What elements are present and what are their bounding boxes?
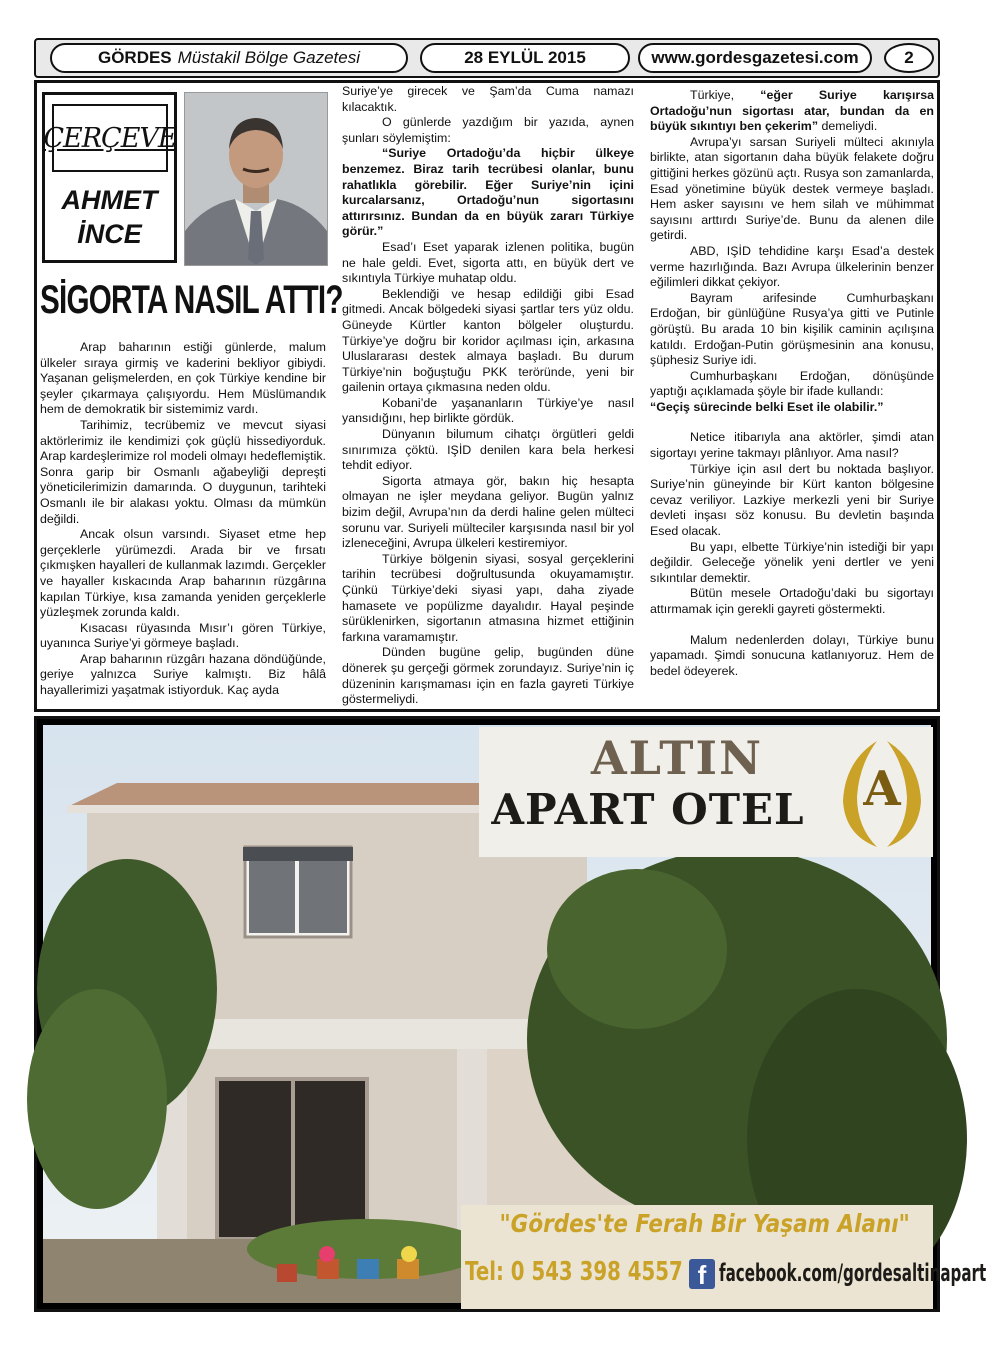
paragraph: Bu yapı, elbette Türkiye’nin istediği bir yapı değildir. Geleceğe yönelik yeni dertler ve yeni sıkıntılar demektir. xyxy=(650,539,934,585)
paragraph: Arap baharının estiği günlerde, malum ülkeler sıraya girmiş ve kaderini bekliyor gibiydi. Yaşanan gelişmelerden, en çok Türkiye kendine bir şeyler çıkarmaya çalışıyordu. Hem Müslümandık hem de demokratik bir sistemimiz vardı. xyxy=(40,340,326,417)
paragraph: Netice itibarıyla ana aktörler, şimdi atan sigortayı yerine takmayı plânlıyor. Ama nasıl? xyxy=(650,430,934,461)
paragraph: Arap baharının rüzgârı hazana döndüğünde, geriye yalnızca Suriye kalmıştı. Biz hâlâ hayallerimizi yaşatmak istiyorduk. Kaç ayda xyxy=(40,651,326,698)
quote-paragraph: “Suriye Ortadoğu’da hiçbir ülkeye benzemez. Biraz tarih tecrübesi olanlar, bunu rahatlıkla görebilir. Eğer Suriye’nin içini kurcalarsanız, Ortadoğu’nun sigortasını attırırsınız. Bundan da en büyük zararı Türkiye görür.” xyxy=(342,146,634,239)
paragraph: Malum nedenlerden dolayı, Türkiye bunu yapamadı. Şimdi sonucuna katlanıyoruz. Hem de bedel ödeyerek. xyxy=(650,632,934,678)
column-title-box xyxy=(43,104,177,172)
author-last-name: İNCE xyxy=(77,219,142,249)
author-name xyxy=(45,183,174,251)
article-column-1 xyxy=(40,340,326,699)
page-number-pill xyxy=(884,43,934,73)
quote-paragraph: “Geçiş sürecinde belki Eset ile olabilir.” xyxy=(650,399,884,414)
author-first-name: AHMET xyxy=(61,185,158,215)
paragraph: Türkiye bölgenin siyasi, sosyal gerçeklerini tarihin tecrübesi doğrultusunda okuyamamıştır. Çünkü Türkiye’deki siyasi yapı, daha ziyade hamasete ve popülizme dayalıdır. Hayal peşinde sürüklenirken, sigortanın atmasına hizmet ettiğinin farkına varamamıştır. xyxy=(342,551,634,644)
logo-letter: A xyxy=(863,761,901,817)
text-run: Türkiye, xyxy=(690,88,761,102)
paragraph: Esad’ı Eset yaparak izlenen politika, bugün ne hale geldi. Evet, sigorta attı, en büyük dert ve sıkıntıyla Türkiye muhatap oldu. xyxy=(342,239,634,286)
ad-phone[interactable]: Tel: 0 543 398 4557 xyxy=(465,1257,683,1287)
article-headline: SİGORTA NASIL ATTI? xyxy=(40,278,343,322)
masthead-pill xyxy=(50,43,408,73)
website-link[interactable]: www.gordesgazetesi.com xyxy=(651,48,859,67)
paragraph: Avrupa’yı sarsan Suriyeli mülteci akınıyla birlikte, atan sigortanın daha büyük felakete doğru gittiğini herkes gözünü açtı. Rusya son zamanlarda, Esad yönetimine büyük destek vermeye başladı. Hem asker sayısını ve hem silah ve mühimmat sayısını arttırdı Suriye’de. Bunu da alenen dile getirdi. xyxy=(650,134,934,243)
author-photo xyxy=(184,92,328,266)
paragraph: Türkiye için asıl dert bu noktada başlıyor. Suriye’nin güneyinde bir Kürt kanton bölgesine cevaz veriliyor. Lazkiye merkezli yeni bir Suriye devleti inşası söz konusu. Bu devletin başında Esed olacak. xyxy=(650,461,934,539)
paragraph: Bütün mesele Ortadoğu’daki bu sigortayı attırmamak için gerekli gayreti göstermekti. xyxy=(650,586,934,616)
text-run: demeliydi. xyxy=(818,119,878,134)
paragraph: Kısacası rüyasında Mısır’ı gören Türkiye, uyanınca Suriye’yi görmeye başladı. xyxy=(40,620,326,651)
author-portrait-icon xyxy=(185,93,327,265)
column-title: ÇERÇEVE xyxy=(43,122,177,154)
page-number: 2 xyxy=(904,48,914,67)
paragraph xyxy=(650,88,934,135)
paragraph: Dünyanın bilumum cihatçı örgütleri geldi sınırımıza çöktü. IŞİD denilen kara bela herkesi tehdit ediyor. xyxy=(342,427,634,473)
paragraph: Kobani’de yaşananların Türkiye’ye nasıl yansıdığını, hep birlikte gördük. xyxy=(342,395,634,426)
paragraph: Tarihimiz, tecrübemiz ve mevcut siyasi aktörlerimiz ile kendimizi çok güçlü hissediyorduk. Arap kardeşlerimize rol modeli olmayı hedeflemiştik. Sonra garip bir Osmanlı ağabeyliği depreşti yöneticilerimizin damarında. O duygunun, tarihteki Osmanlı ile bir alakası yoktu. Olması da mümkün değildi. xyxy=(40,417,326,526)
paper-subtitle: Müstakil Bölge Gazetesi xyxy=(177,48,361,67)
ad-title-line2: APART OTEL xyxy=(491,785,805,834)
hotel-logo-icon xyxy=(837,731,927,851)
paragraph: Cumhurbaşkanı Erdoğan, dönüşünde yaptığı açıklamada şöyle bir ifade kullandı: xyxy=(650,368,934,399)
column-box xyxy=(42,92,177,263)
bold-quote: “eğer Suriye karışırsa Ortadoğu’nun sigortası atar, bundan da en büyük sıkıntıyı ben çekerim” xyxy=(650,88,934,134)
paragraph: Sigorta atmaya gör, bakın hiç hesapta olmayan ne işler meydana geliyor. Bugün yalnız bizim değil, Avrupa’nın da derdi haline gelen mülteci sorunu var. Suriyeli mülteciler karşısında nasıl bir yol izleneceğini, Avrupa ülkeleri kestiremiyor. xyxy=(342,473,634,551)
paragraph: Bayram arifesinde Cumhurbaşkanı Erdoğan, bir günlüğüne Rusya’ya gitti ve Putinle görüştü. Bu arada 10 bin kişilik caminin açılışına katıldı. Erdoğan-Putin görüşmesinin ana konusu, şüphesiz Suriye idi. xyxy=(650,290,934,368)
paper-name: GÖRDES xyxy=(97,48,172,67)
website-pill[interactable] xyxy=(638,43,872,73)
ad-facebook[interactable]: facebook.com/gordesaltinapart xyxy=(719,1259,986,1287)
paragraph: Suriye’ye girecek ve Şam’da Cuma namazı kılacaktık. xyxy=(342,84,634,114)
paragraph: ABD, IŞİD tehdidine karşı Esad’a destek verme hazırlığında. Bazı Avrupa ülkelerinin benzer eğilimleri dikkat çekiyor. xyxy=(650,243,934,290)
issue-date: 28 EYLÜL 2015 xyxy=(464,48,586,67)
paragraph: Ancak olsun varsındı. Siyaset etme hep gerçeklerle yürümezdi. Arada bir ve fırsatı çıkmışken hayalleri de kullanmak lazımdı. Gerçekler ve hayaller kıskacında Arap baharının rüzgârına kapılan Türkiye, kısa zamanda yeniden gerçeklerle yüzleşmek zorunda kaldı. xyxy=(40,527,326,620)
facebook-icon: f xyxy=(689,1259,715,1289)
paragraph: O günlerde yazdığım bir yazıda, aynen şunları söylemiştim: xyxy=(342,115,634,145)
article-column-3 xyxy=(650,88,934,679)
ad-title-line1: ALTIN xyxy=(590,731,764,785)
ad-slogan: "Gördes'te Ferah Bir Yaşam Alanı" xyxy=(499,1209,910,1238)
article-column-2 xyxy=(342,84,634,708)
date-pill xyxy=(420,43,630,73)
paragraph: Beklendiği ve hesap edildiği gibi Esad gitmedi. Ancak bölgedeki siyasi şartlar ters yüz oldu. Güneyde Kürtler kanton bölgeler oluşturdu. Türkiye’ye doğru bir koridor açılması için, arkasına Uluslararası destek almaya başladı. Bu durum Türkiye’nin boğuştuğu PKK teröründe, yeni bir gailenin ortaya çıkmasına neden oldu. xyxy=(342,286,634,395)
hotel-advertisement[interactable] xyxy=(34,716,986,1312)
paragraph: Dünden bugüne gelip, bugünden düne dönerek şu gerçeği görmek zorundayız. Suriye’nin iç düzeninin karışmaması için en fazla gayreti Türkiye göstermeliydi. xyxy=(342,645,634,707)
